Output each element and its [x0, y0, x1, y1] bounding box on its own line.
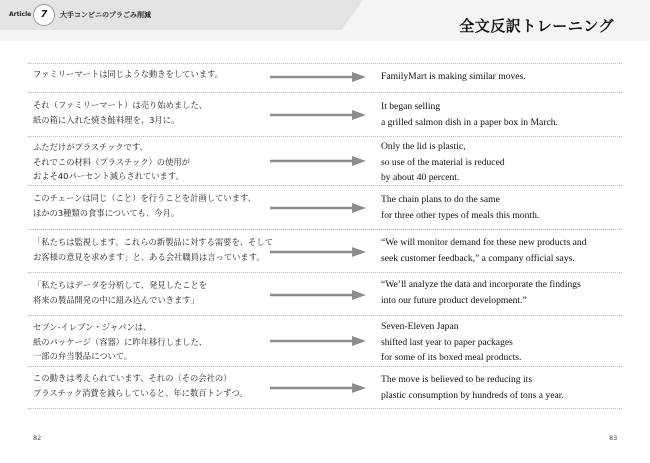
- arrow-right-icon: [270, 247, 366, 257]
- article-title: 大手コンビニのプラごみ削減: [60, 11, 151, 19]
- en-text-6: [381, 277, 626, 308]
- en-text-1: [381, 69, 626, 85]
- jp-line: 「私たちはデータを分析して、発見したことを: [33, 280, 208, 290]
- en-text-3: [381, 139, 626, 186]
- page-number-right: 83: [609, 434, 618, 442]
- arrow-right-icon: [270, 203, 366, 213]
- jp-text-1: [33, 67, 273, 82]
- arrow-right-icon: [270, 110, 366, 120]
- jp-line: それ（ファミリーマート）は売り始めました、: [33, 100, 208, 110]
- jp-line: ふただけがプラスチックです、: [33, 142, 148, 152]
- arrow-right-icon: [270, 383, 366, 393]
- jp-line: ほかの3種類の食事についても、今月。: [33, 207, 180, 218]
- section-title: 全文反訳トレーニング: [459, 17, 614, 35]
- row-divider: [28, 63, 622, 64]
- en-line: Only the lid is plastic,: [381, 141, 466, 152]
- jp-line: ファミリーマートは同じような動きをしています。: [33, 69, 224, 79]
- arrow-right-icon: [270, 336, 366, 346]
- row-divider: [28, 136, 622, 137]
- en-text-8: [381, 372, 626, 403]
- jp-line: 将来の製品開発の中に組み込んでいきます」: [33, 294, 199, 305]
- en-line: for three other types of meals this month.: [381, 209, 540, 221]
- row-divider: [28, 92, 622, 93]
- en-line: by about 40 percent.: [381, 172, 460, 183]
- page-number-left: 82: [33, 434, 42, 442]
- jp-line: およそ40パーセント減らされています。: [33, 171, 184, 181]
- arrow-right-icon: [270, 156, 366, 166]
- jp-text-6: [33, 278, 273, 307]
- en-line: seek customer feedback,” a company official says.: [381, 252, 575, 264]
- arrow-right-icon: [270, 290, 366, 300]
- jp-line: 紙の箱に入れた焼き鮭料理を、3月に。: [33, 114, 180, 125]
- en-line: for some of its boxed meal products.: [381, 352, 522, 363]
- row-divider: [28, 272, 622, 273]
- row-divider: [28, 315, 622, 316]
- en-line: plastic consumption by hundreds of tons a year.: [381, 389, 564, 401]
- en-line: shifted last year to paper packages: [381, 336, 513, 348]
- jp-line: それでこの材料（プラスチック）の使用が: [33, 156, 190, 167]
- jp-line: この動きは考えられています、それの（その会社の）: [33, 373, 232, 383]
- jp-line: プラスチック消費を減らしていると、年に数百トンずつ。: [33, 387, 248, 398]
- en-line: “We will monitor demand for these new products and: [381, 237, 587, 248]
- jp-text-2: [33, 98, 273, 127]
- jp-line: このチェーンは同じ（こと）を行うことを計画しています、: [33, 193, 256, 203]
- jp-text-5: [33, 235, 273, 264]
- jp-line: 紙のパッケージ（容器）に昨年移行しました、: [33, 336, 208, 347]
- jp-text-8: [33, 371, 273, 400]
- jp-line: 「私たちは監視します、これらの新製品に対する需要を、そして: [33, 237, 273, 247]
- jp-line: セブン-イレブン・ジャパンは、: [33, 322, 152, 332]
- jp-line: 一部の弁当製品について。: [33, 351, 133, 361]
- en-text-4: [381, 192, 626, 223]
- en-line: a grilled salmon dish in a paper box in March.: [381, 116, 558, 128]
- row-divider: [28, 185, 622, 186]
- en-line: It began selling: [381, 101, 441, 112]
- row-divider: [28, 229, 622, 230]
- en-text-5: [381, 235, 626, 266]
- en-line: The move is believed to be reducing its: [381, 374, 533, 385]
- en-line: Seven-Eleven Japan: [381, 321, 459, 332]
- en-line: FamilyMart is making similar moves.: [381, 71, 526, 82]
- article-number-badge: 7: [33, 4, 55, 26]
- en-line: into our future product development.”: [381, 294, 527, 306]
- article-label: Article: [9, 11, 32, 18]
- jp-line: お客様の意見を求めます」と、ある会社職員は言っています。: [33, 251, 265, 262]
- en-line: so use of the material is reduced: [381, 156, 505, 168]
- en-line: “We’ll analyze the data and incorporate the findings: [381, 279, 581, 290]
- arrow-right-icon: [270, 72, 366, 82]
- row-divider: [28, 408, 622, 409]
- page-header: [0, 0, 650, 41]
- jp-text-3: [33, 140, 273, 184]
- row-divider: [28, 366, 622, 367]
- en-text-7: [381, 319, 626, 366]
- en-line: The chain plans to do the same: [381, 194, 500, 205]
- jp-text-4: [33, 191, 273, 220]
- jp-text-7: [33, 320, 273, 364]
- en-text-2: [381, 99, 626, 130]
